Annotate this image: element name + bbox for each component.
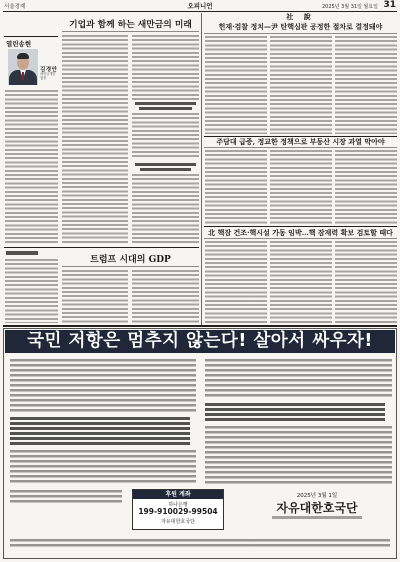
article-body-text <box>62 35 128 244</box>
page-number: 31 <box>383 0 396 10</box>
ad-date: 2025년 3월 1일 <box>296 493 338 499</box>
article-body-text <box>132 270 199 323</box>
headline-rule <box>62 266 199 267</box>
ad-body-text <box>205 426 392 484</box>
editorial-body-text <box>335 150 397 224</box>
article-body-text <box>132 174 199 244</box>
ad-body-text <box>10 490 122 505</box>
editorial-body-text <box>205 36 267 134</box>
paper-name: 서울경제 <box>4 4 26 10</box>
account-label: 후원 계좌 <box>133 490 223 499</box>
author-photo <box>8 49 38 85</box>
editorial-body-text <box>335 241 397 323</box>
editorial-body-text <box>205 150 267 224</box>
editorial-divider <box>204 226 397 227</box>
ad-body-text <box>205 359 392 399</box>
editorial-body-text <box>270 241 332 323</box>
author-name: 김경안 <box>40 67 58 73</box>
donation-account-box <box>132 489 224 530</box>
article-body-text <box>62 270 128 323</box>
issue-date: 2025년 3월 31일 월요일 <box>321 3 378 10</box>
article-body-text <box>5 90 58 244</box>
ad-top-rule <box>3 325 397 327</box>
ad-organization: 자유대한호국단 <box>276 501 358 515</box>
column-headline: 기업과 함께 하는 새만금의 미래 <box>69 20 192 30</box>
author-title: 새만금개발청장 <box>40 72 56 80</box>
editorial-headline: 헌재·검찰 정치—尹 탄핵심판 공정한 절차로 결정돼야 <box>218 22 383 31</box>
ad-body-text <box>10 450 196 484</box>
ad-org-members-text <box>272 516 362 519</box>
article-body-text <box>132 35 199 100</box>
section-title: 오피니언 <box>187 2 213 10</box>
article-subheading <box>135 102 196 105</box>
column-label-text <box>6 251 38 255</box>
ad-bullet-text <box>10 417 190 447</box>
editorial-body-text <box>335 36 397 134</box>
account-holder: 자유대한호국단 <box>161 519 195 525</box>
column-headline: 트럼프 시대의 GDP <box>90 255 171 265</box>
headline-rule <box>62 31 199 32</box>
editorial-headline: 北 핵잠 건조·핵시설 가동 임박…핵 잠재력 확보 검토할 때다 <box>208 228 393 237</box>
column-divider <box>201 13 202 325</box>
article-subheading <box>135 163 196 166</box>
editorial-body-text <box>270 150 332 224</box>
editorial-body-text <box>205 241 267 323</box>
account-bank: 하나은행 <box>168 502 188 508</box>
ad-headline: 국민 저항은 멈추지 않는다! 살아서 싸우자! <box>5 330 395 353</box>
column-label-rule <box>4 36 58 37</box>
headline-rule <box>204 238 397 239</box>
editorial-headline: 주담대 급증, 정교한 정책으로 부동산 시장 과열 막아야 <box>216 137 385 146</box>
article-body-text <box>132 113 199 159</box>
article-subheading <box>139 107 192 110</box>
editorial-label: 社 說 <box>286 12 315 21</box>
article-body-text <box>5 259 58 323</box>
headline-rule <box>204 147 397 148</box>
editorial-body-text <box>270 36 332 134</box>
column-label: 열린송현 <box>6 40 32 48</box>
article-subheading <box>140 168 191 171</box>
ad-bullet-text <box>205 403 385 423</box>
section-divider <box>4 247 199 248</box>
account-number: 199-910029-99504 <box>138 507 218 516</box>
ad-footnote-text <box>10 539 390 549</box>
headline-rule <box>204 33 397 34</box>
ad-body-text <box>10 359 196 414</box>
